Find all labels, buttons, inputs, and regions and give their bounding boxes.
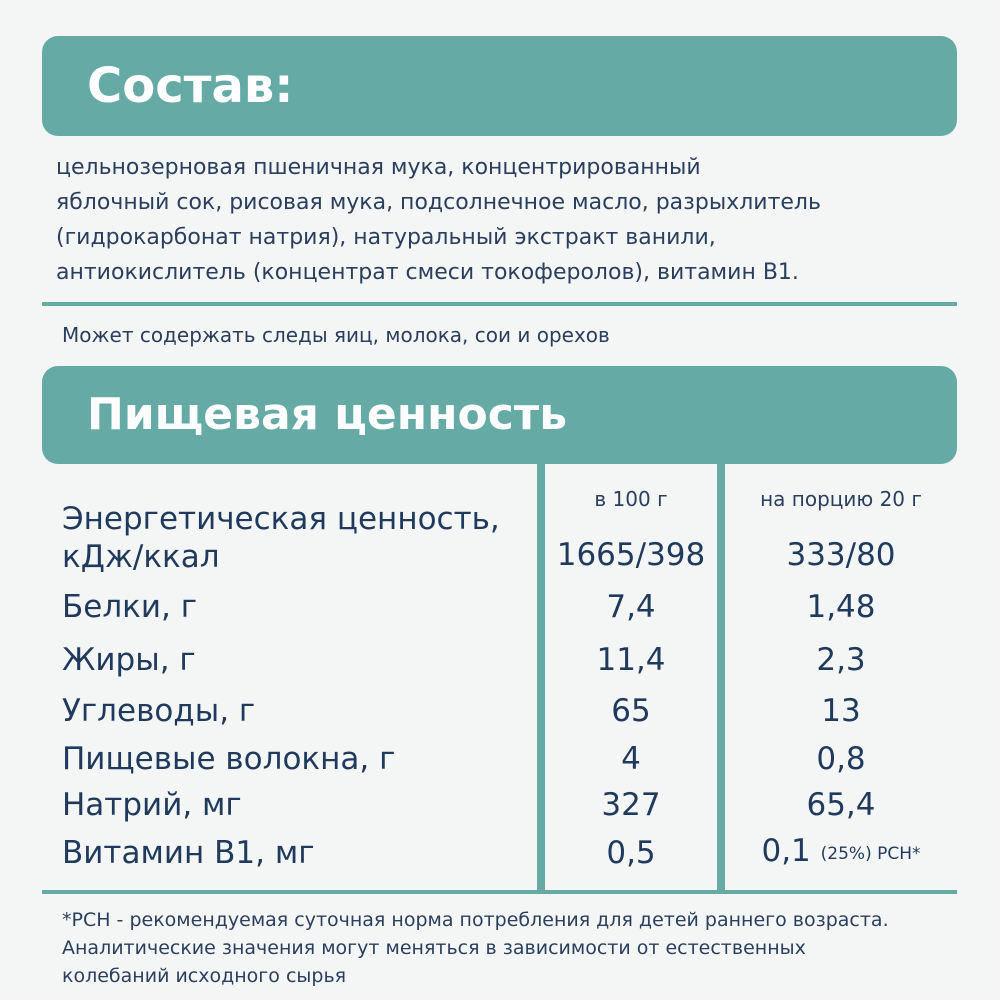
- column-divider: [537, 464, 545, 892]
- row-value-per-100g: 1665/398: [556, 537, 706, 573]
- row-value-per-portion: 1,48: [806, 589, 876, 625]
- row-value-per-100g: 11,4: [596, 642, 666, 678]
- footnote-line: Аналитические значения могут меняться в зависимости от естественных: [62, 937, 806, 959]
- column-header-per-100g: в 100 г: [594, 487, 668, 511]
- row-value-per-portion: [725, 832, 957, 873]
- row-value-per-portion: 333/80: [786, 537, 896, 573]
- ingredients-text: [56, 150, 936, 290]
- row-label: Белки, г: [62, 589, 198, 625]
- row-value-per-100g: 4: [621, 741, 641, 777]
- row-value-per-portion: 13: [821, 693, 861, 729]
- divider: [42, 890, 957, 894]
- row-value-per-100g: 7,4: [606, 589, 656, 625]
- composition-title: Состав:: [42, 36, 957, 136]
- divider: [42, 302, 957, 306]
- row-value-per-portion: 2,3: [816, 642, 866, 678]
- allergens-note: Может содержать следы яиц, молока, сои и орехов: [62, 323, 610, 347]
- row-label: кДж/ккал: [62, 539, 220, 575]
- row-value-per-100g: 65: [611, 693, 651, 729]
- row-label: Натрий, мг: [62, 787, 242, 823]
- column-divider: [717, 464, 725, 892]
- column-header-per-portion: на порцию 20 г: [760, 487, 922, 511]
- row-label: Витамин В1, мг: [62, 835, 315, 871]
- row-value-per-100g: 327: [601, 787, 661, 823]
- row-label: Жиры, г: [62, 642, 196, 678]
- ingredients-line: (гидрокарбонат натрия), натуральный экстракт ванили,: [56, 225, 716, 250]
- row-value-per-portion: 65,4: [806, 787, 876, 823]
- nutrition-title: Пищевая ценность: [42, 366, 957, 464]
- row-value-per-portion: 0,8: [816, 741, 866, 777]
- ingredients-line: антиокислитель (концентрат смеси токоферолов), витамин В1.: [56, 260, 799, 285]
- row-value-main: 0,1: [761, 833, 811, 869]
- ingredients-line: яблочный сок, рисовая мука, подсолнечное масло, разрыхлитель: [56, 190, 821, 215]
- rsn-note: (25%) РСН*: [820, 844, 921, 864]
- footnote: [62, 906, 982, 990]
- row-label: Пищевые волокна, г: [62, 741, 396, 777]
- ingredients-line: цельнозерновая пшеничная мука, концентрированный: [56, 155, 701, 180]
- footnote-line: *РСН - рекомендуемая суточная норма потребления для детей раннего возраста.: [62, 909, 889, 931]
- footnote-line: колебаний исходного сырья: [62, 965, 347, 987]
- row-label: Энергетическая ценность,: [62, 501, 500, 537]
- row-label: Углеводы, г: [62, 693, 256, 729]
- row-value-per-100g: 0,5: [606, 835, 656, 871]
